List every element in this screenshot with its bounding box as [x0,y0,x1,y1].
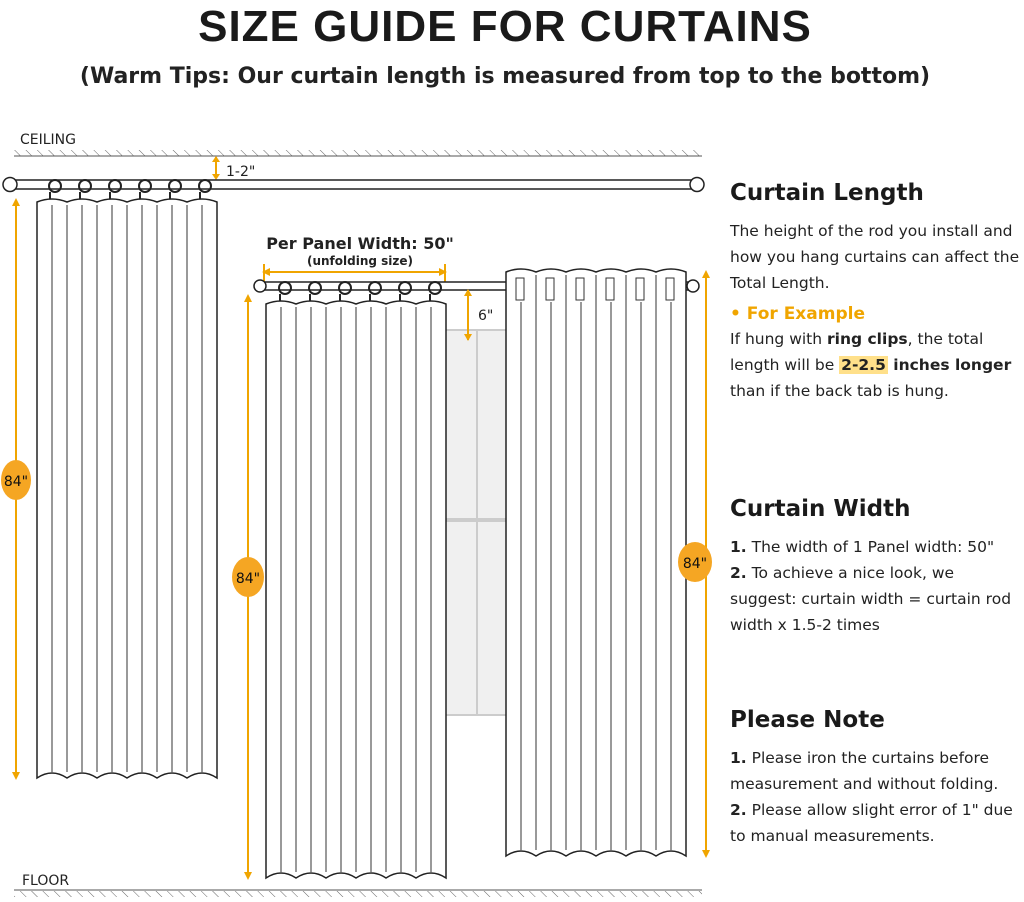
floor-label: FLOOR [22,873,70,889]
curtain-length-text: The height of the rod you install and how you hang curtains can affect the Total Length. [730,222,1020,292]
long-rod-end-right [690,178,704,192]
gap-arrow-head-top [212,156,220,162]
curtain-length-section [730,180,1024,404]
ceiling-hatch [14,150,702,156]
please-note-item-2: 2. Please allow slight error of 1" due to manual measurements. [730,801,1013,845]
gap-label: 1-2" [226,164,256,180]
length-badge-right-text: 84" [682,556,708,572]
curtain-width-heading: Curtain Width [730,496,911,522]
length-badge-middle-text: 84" [235,571,261,587]
example-text: If hung with ring clips, the total length will be 2-2.5 inches longer than if the back tab is hung. [730,330,1012,400]
please-note-item-1: 1. Please iron the curtains before measurement and without folding. [730,749,999,793]
curtain-width-section [730,496,1024,638]
page-subtitle: (Warm Tips: Our curtain length is measured from top to the bottom) [79,64,931,89]
curtain-length-heading: Curtain Length [730,180,924,206]
please-note-heading: Please Note [730,707,885,733]
measure-middle-head-bottom [244,872,252,880]
floor-hatch [14,891,702,897]
panel-width-note: (unfolding size) [306,254,414,268]
ceiling-label: CEILING [20,132,76,148]
measure-middle-head-top [244,294,252,302]
gap-arrow-head-bottom [212,174,220,180]
drop-label: 6" [478,308,494,324]
curtain-width-item-2: 2. To achieve a nice look, we suggest: curtain width = curtain rod width x 1.5-2 times [730,564,1012,634]
short-rod-end-left [254,280,266,292]
measure-right-head-bottom [702,850,710,858]
measure-left-head-bottom [12,772,20,780]
long-rod [10,180,700,189]
panel-width-label: Per Panel Width: 50" [266,234,454,253]
measure-left-head-top [12,198,20,206]
curtain-width-item-1: 1. The width of 1 Panel width: 50" [730,538,995,556]
page-title: SIZE GUIDE FOR CURTAINS [198,2,812,51]
please-note-section [730,707,1024,849]
window [445,330,509,715]
long-rod-end-left [3,178,17,192]
example-label: • For Example [730,304,865,324]
measure-right-head-top [702,270,710,278]
length-badge-left-text: 84" [3,474,29,490]
short-rod-end-right [687,280,699,292]
